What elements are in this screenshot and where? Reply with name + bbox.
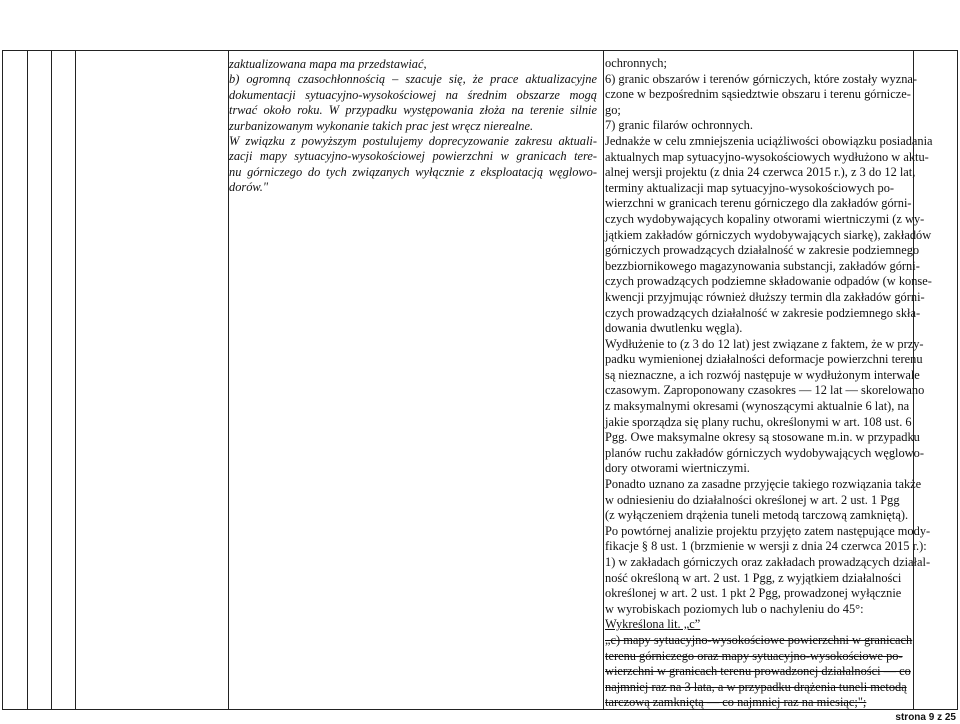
text-line: W związku z powyższym postulujemy doprecyzowanie zakresu aktuali-: [229, 134, 597, 149]
deleted-heading: Wykreślona lit. „c”: [605, 617, 701, 632]
text-line: padku wymienionej działalności deformacje powierzchni terenu: [605, 352, 923, 367]
text-line: trwać około roku. W przypadku występowania złoża na terenie silnie: [229, 103, 597, 118]
text-line: w wyrobiskach poziomych lub o nachyleniu do 45°:: [605, 601, 864, 616]
text-line: Jednakże w celu zmniejszenia uciążliwości obowiązku posiadania: [605, 133, 933, 148]
text-line: Wydłużenie to (z 3 do 12 lat) jest związane z faktem, że w przy-: [605, 336, 924, 351]
text-line: aktualnych map sytuacyjno-wysokościowych wydłużono w aktu-: [605, 149, 929, 164]
text-line: dory otworami wiertniczymi.: [605, 461, 750, 476]
text-line: z maksymalnymi okresami (wynoszącymi aktualnie 6 lat), na: [605, 399, 910, 414]
struck-text-line: tarczową zamkniętą — co najmniej raz na miesiąc;";: [605, 695, 867, 710]
comment-text: [229, 57, 597, 196]
text-line: 7) granic filarów ochronnych.: [605, 118, 753, 133]
text-line: 6) granic obszarów i terenów górniczych, które zostały wyzna-: [605, 71, 918, 86]
struck-text-line: „c) mapy sytuacyjno-wysokościowe powierzchni w granicach: [605, 632, 913, 647]
text-line: dowania dwutlenku węgla).: [605, 321, 743, 336]
text-line: górniczych prowadzących działalność w zakresie podziemnego: [605, 243, 920, 258]
text-line: określonej w art. 2 ust. 1 pkt 2 Pgg, prowadzonej wyłącznie: [605, 586, 902, 601]
text-line: nu górniczego do tych związanych wyłącznie z eksploatacją węglowo-: [229, 164, 597, 179]
text-line: (z wyłączeniem drążenia tuneli metodą tarczową zamkniętą).: [605, 508, 909, 523]
text-line: jątkiem zakładów górniczych wydobywających siarkę), zakładów: [605, 227, 932, 242]
text-line: czone w bezpośrednim sąsiedztwie obszaru i terenu górnicze-: [605, 87, 911, 102]
text-line: wierzchni w granicach terenu górniczego dla zakładów górni-: [605, 196, 912, 211]
text-line: zurbanizowanym wykonanie takich prac jest wręcz nierealne.: [229, 118, 534, 133]
text-line: terminy aktualizacji map sytuacyjno-wysokościowych po-: [605, 180, 895, 195]
column-divider: [27, 51, 28, 709]
text-line: Po powtórnej analizie projektu przyjęto zatem następujące mody-: [605, 523, 931, 538]
text-line: są nieznaczne, a ich rozwój następuje w wydłużonym interwale: [605, 367, 920, 382]
text-line: planów ruchu zakładów górniczych wydobywających węglowo-: [605, 445, 924, 460]
text-line: ność określoną w art. 2 ust. 1 Pgg, z wyjątkiem działalności: [605, 570, 902, 585]
text-line: Pgg. Owe maksymalne okresy są stosowane m.in. w przypadku: [605, 430, 920, 445]
text-line: dorów.": [229, 180, 269, 195]
text-line: alnej wersji projektu (z dnia 24 czerwca 2015 r.), z 3 do 12 lat,: [605, 165, 916, 180]
column-divider: [51, 51, 52, 709]
text-line: bezzbiornikowego magazynowania substancji, zakładów górni-: [605, 258, 920, 273]
text-line: zaktualizowana mapa ma przedstawiać,: [229, 57, 427, 71]
text-line: czych wydobywających kopaliny otworami wiertniczymi (z wy-: [605, 211, 925, 226]
struck-text-line: terenu górniczego oraz mapy sytuacyjno-wysokościowe po-: [605, 648, 903, 663]
text-line: czasowym. Zaproponowany czasokres — 12 lat — skorelowano: [605, 383, 925, 398]
response-text: [605, 56, 933, 711]
struck-text-line: najmniej raz na 3 lata, a w przypadku drążenia tuneli metodą: [605, 679, 907, 694]
text-line: ochronnych;: [605, 56, 667, 70]
struck-text-line: wierzchni w granicach terenu prowadzonej działalności — co: [605, 664, 911, 679]
text-line: dokumentacji sytuacyjno-wysokościowej na średnim obszarze mogą: [229, 87, 597, 102]
text-line: czych prowadzących podziemne składowanie odpadów (w konse-: [605, 274, 932, 289]
text-line: fikacje § 8 ust. 1 (brzmienie w wersji z dnia 24 czerwca 2015 r.):: [605, 539, 927, 554]
text-line: Ponadto uznano za zasadne przyjęcie takiego rozwiązania także: [605, 477, 922, 492]
text-line: w odniesieniu do działalności określonej w art. 2 ust. 1 Pgg: [605, 492, 900, 507]
text-line: czych prowadzących działalność w zakresie podziemnego skła-: [605, 305, 921, 320]
text-line: 1) w zakładach górniczych oraz zakładach prowadzących działal-: [605, 555, 931, 569]
column-divider: [75, 51, 76, 709]
page-number: strona 9 z 25: [895, 712, 956, 723]
text-line: jakie sporządza się plany ruchu, określonymi w art. 108 ust. 6: [605, 414, 912, 429]
column-divider: [603, 51, 604, 709]
text-line: kwencji przyjmując również dłuższy termin dla zakładów górni-: [605, 289, 925, 304]
text-line: go;: [605, 102, 621, 117]
text-line: b) ogromną czasochłonnością – szacuje się, że prace aktualizacyjne: [229, 72, 597, 87]
text-line: zacji mapy sytuacyjno-wysokościowej powierzchni w granicach tere-: [229, 149, 597, 164]
